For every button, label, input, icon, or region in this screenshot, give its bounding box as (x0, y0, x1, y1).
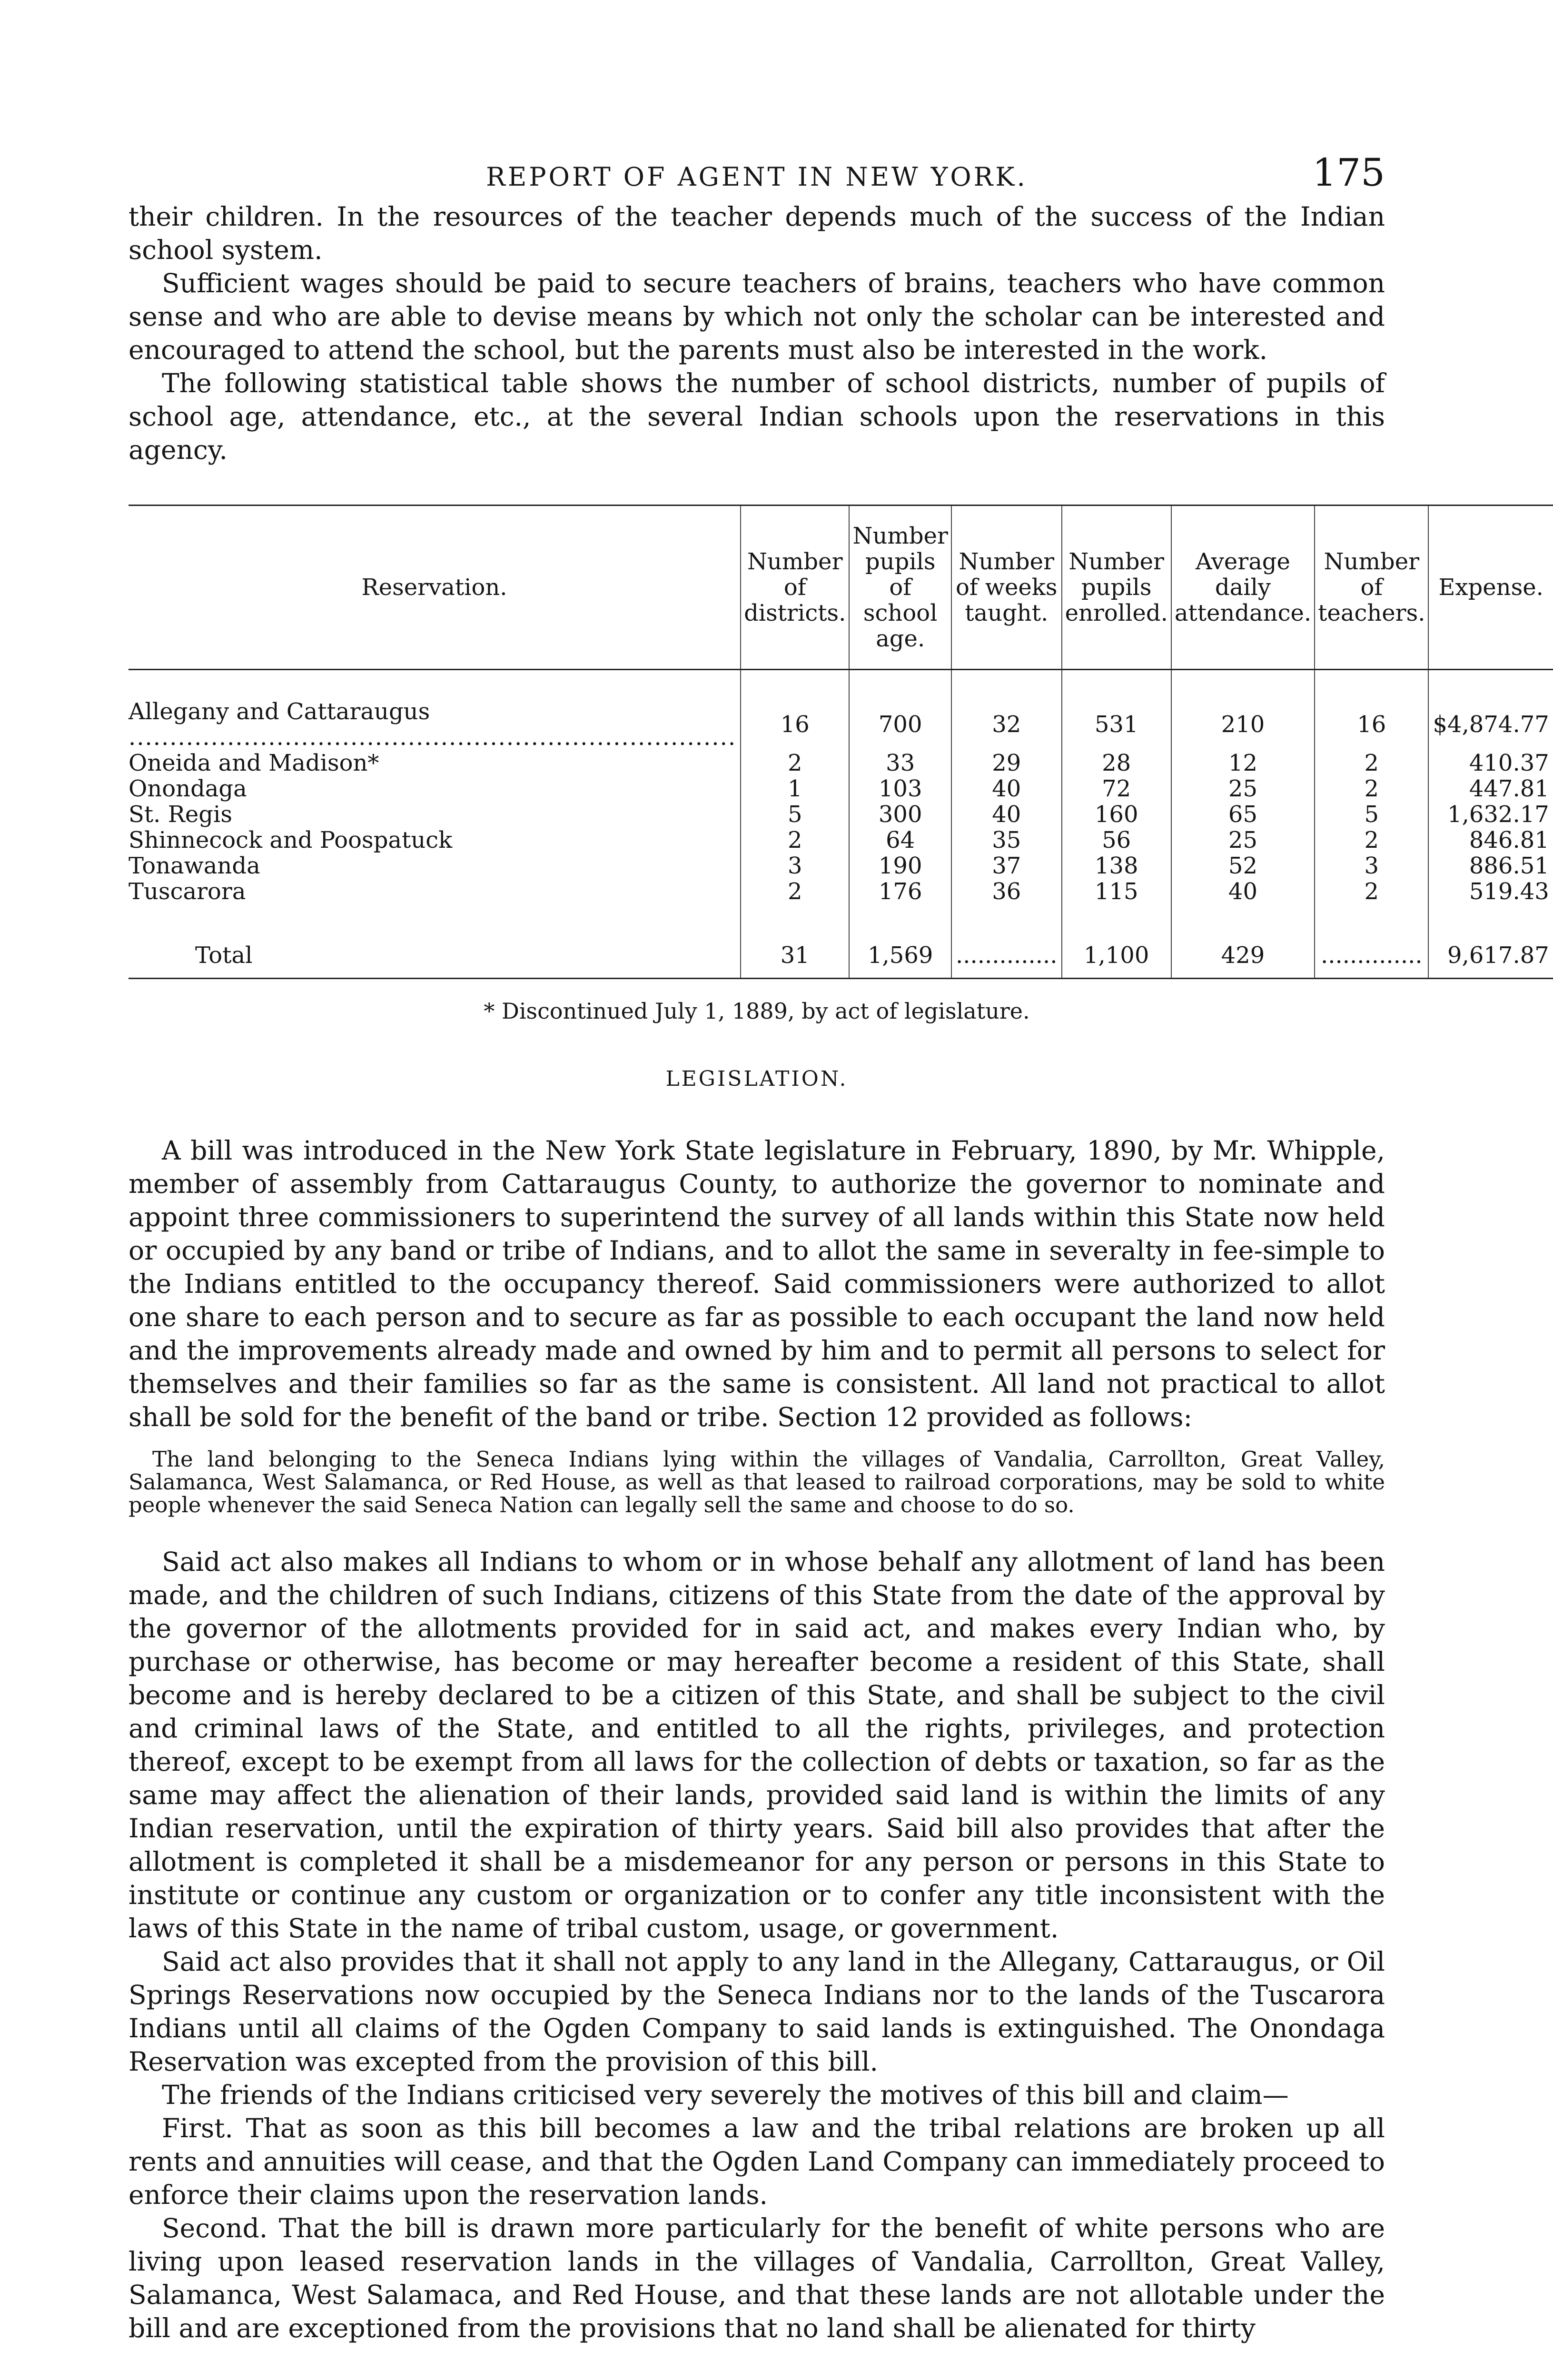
table-row (129, 879, 1553, 933)
reservation-cell (129, 853, 741, 879)
body-paragraph: Said act also makes all Indians to whom or in whose behalf any allotment of land has been made, and the children of such Indians, citizens of this State from the date of the approval by the governor of the allotments provided for in said act, and makes every Indian who, by purchase or otherwise, has become or may hereafter become a resident of this State, shall become and is hereby declared to be a citizen of this State, and shall be subject to the civil and criminal laws of the State, and entitled to all the rights, privileges, and protection thereof, except to be exempt from all laws for the collection of debts or taxation, so far as the same may affect the alienation of their lands, provided said land is within the limits of any Indian reservation, until the expiration of thirty years. Said bill also provides that after the allotment is completed it shall be a misdemeanor for any person or persons in this State to institute or continue any custom or organization or to confer any title inconsistent with the laws of this State in the name of tribal custom, usage, or government. (129, 1547, 1385, 1944)
table-cell: 210 (1171, 670, 1315, 751)
running-head (129, 143, 1385, 200)
table-cell: 410.37 (1428, 750, 1553, 776)
table-cell: 447.81 (1428, 776, 1553, 802)
body-paragraph: Said act also provides that it shall not apply to any land in the Allegany, Cattaraugus, or Oil Springs Reservations now occupied by the Seneca Indians nor to the lands of the Tuscarora Indians until all claims of the Ogden Company to said lands is extinguished. The Onondaga Reservation was excepted from the provision of this bill. (129, 1946, 1385, 2077)
total-label: Total (195, 942, 253, 969)
section-heading: LEGISLATION. (665, 1067, 848, 1091)
body-paragraph: The friends of the Indians criticised very severely the motives of this bill and claim— (162, 2080, 1289, 2110)
quoted-section: The land belonging to the Seneca Indians lying within the villages of Vandalia, Carrollton, Great Valley, Salamanca, West Salamanca, or Red House, as well as that leased to railroad corporations, may be sold to white people whenever the said Seneca Nation can legally sell the same and choose to do so. (129, 1447, 1385, 1517)
table-cell: 160 (1062, 802, 1171, 827)
legislation-paragraph: A bill was introduced in the New York State legislature in February, 1890, by Mr. Whipple, member of assembly from Cattaraugus County, to authorize the governor to nominate and appoint three commissioners to superintend the survey of all lands within this State now held or occupied by any band or tribe of Indians, and to allot the same in severalty in fee-simple to the Indians entitled to the occupancy thereof. Said commissioners were authorized to allot one share to each person and to secure as far as possible to each occupant the land now held and the improvements already made and owned by him and to permit all persons to select for themselves and their families so far as the same is consistent. All land not practical to allot shall be sold for the benefit of the band or tribe. Section 12 provided as follows: (129, 1135, 1385, 1432)
table-cell: 2 (1315, 879, 1428, 933)
table-cell: 1,632.17 (1428, 802, 1553, 827)
table-cell: 36 (951, 879, 1062, 933)
table-cell: 190 (849, 853, 951, 879)
table-cell: 31 (741, 933, 849, 979)
reservation-name: Tuscarora (129, 878, 246, 905)
statistics-table-wrapper (129, 505, 1549, 979)
table-cell: 29 (951, 750, 1062, 776)
table-cell: 176 (849, 879, 951, 933)
table-cell: 700 (849, 670, 951, 751)
statistics-table (129, 505, 1553, 979)
table-row (129, 853, 1553, 879)
column-header: Expense. (1428, 506, 1553, 670)
table-cell: 9,617.87 (1428, 933, 1553, 979)
table-cell: 56 (1062, 827, 1171, 853)
table-cell: 1,569 (849, 933, 951, 979)
table-cell: 519.43 (1428, 879, 1553, 933)
reservation-name: St. Regis (129, 801, 232, 828)
table-cell: 40 (951, 776, 1062, 802)
table-cell: 35 (951, 827, 1062, 853)
table-cell: 65 (1171, 802, 1315, 827)
table-cell: 64 (849, 827, 951, 853)
table-cell: 1 (741, 776, 849, 802)
table-row (129, 802, 1553, 827)
reservation-name: Onondaga (129, 775, 247, 802)
column-header: Average daily attendance. (1171, 506, 1315, 670)
reservation-name: Shinnecock and Poospatuck (129, 827, 453, 853)
body-paragraph: Second. That the bill is drawn more particularly for the benefit of white persons who are living upon leased reservation lands in the villages of Vandalia, Carrollton, Great Valley, Salamanca, West Salamaca, and Red House, and that these lands are not allotable under the bill and are exceptioned from the provisions that no land shall be alienated for thirty (129, 2213, 1385, 2343)
reservation-cell (129, 670, 741, 751)
reservation-name: Allegany and Cattaraugus (129, 698, 430, 725)
table-row (129, 750, 1553, 776)
table-cell: 300 (849, 802, 951, 827)
table-cell: 3 (1315, 853, 1428, 879)
table-total-row (129, 933, 1553, 979)
reservation-cell (129, 750, 741, 776)
table-cell: 531 (1062, 670, 1171, 751)
column-header: Number of weeks taught. (951, 506, 1062, 670)
table-cell: 5 (1315, 802, 1428, 827)
table-row (129, 776, 1553, 802)
table-cell: 3 (741, 853, 849, 879)
table-cell: 37 (951, 853, 1062, 879)
reservation-cell (129, 802, 741, 827)
table-cell: 12 (1171, 750, 1315, 776)
table-cell: 25 (1171, 827, 1315, 853)
table-cell: 40 (951, 802, 1062, 827)
table-cell: $4,874.77 (1428, 670, 1553, 751)
table-cell: 115 (1062, 879, 1171, 933)
table-header-row (129, 506, 1553, 670)
reservation-cell (129, 879, 741, 933)
reservation-name: Tonawanda (129, 853, 260, 879)
reservation-cell (129, 827, 741, 853)
table-cell: 32 (951, 670, 1062, 751)
table-cell: 25 (1171, 776, 1315, 802)
table-cell: 16 (741, 670, 849, 751)
column-header: Number pupils enrolled. (1062, 506, 1171, 670)
table-row (129, 670, 1553, 751)
intro-paragraph: Sufficient wages should be paid to secure teachers of brains, teachers who have common sense and who are able to devise means by which not only the scholar can be interested and encouraged to attend the school, but the parents must also be interested in the work. (129, 268, 1385, 365)
column-header: Number of teachers. (1315, 506, 1428, 670)
table-cell: 886.51 (1428, 853, 1553, 879)
table-cell: 1,100 (1062, 933, 1171, 979)
table-cell: 2 (1315, 776, 1428, 802)
table-cell: 2 (1315, 827, 1428, 853)
table-cell: 28 (1062, 750, 1171, 776)
body-paragraph: First. That as soon as this bill becomes a law and the tribal relations are broken up all rents and annuities will cease, and that the Ogden Land Company can immediately proceed to enforce their claims upon the reservation lands. (129, 2113, 1385, 2210)
column-header: Number of districts. (741, 506, 849, 670)
table-row (129, 827, 1553, 853)
page-number: 175 (1312, 150, 1385, 195)
table-cell: 52 (1171, 853, 1315, 879)
table-cell: 40 (1171, 879, 1315, 933)
table-cell: 2 (741, 879, 849, 933)
intro-paragraph: their children. In the resources of the teacher depends much of the success of the Indian school system. (129, 201, 1385, 265)
table-cell: 103 (849, 776, 951, 802)
running-title: REPORT OF AGENT IN NEW YORK. (486, 162, 1028, 192)
table-cell: 2 (741, 827, 849, 853)
total-label-cell (129, 933, 741, 979)
table-cell: 138 (1062, 853, 1171, 879)
table-cell: 846.81 (1428, 827, 1553, 853)
table-cell: .............. (951, 933, 1062, 979)
reservation-cell (129, 776, 741, 802)
table-cell: 2 (741, 750, 849, 776)
table-cell: .............. (1315, 933, 1428, 979)
reservation-name: Oneida and Madison* (129, 750, 379, 776)
table-cell: 5 (741, 802, 849, 827)
table-cell: 16 (1315, 670, 1428, 751)
table-footnote: * Discontinued July 1, 1889, by act of legislature. (484, 998, 1030, 1024)
intro-paragraph: The following statistical table shows the number of school districts, number of pupils of school age, attendance, etc., at the several Indian schools upon the reservations in this agency. (129, 368, 1385, 465)
column-header: Number pupils of school age. (849, 506, 951, 670)
table-cell: 2 (1315, 750, 1428, 776)
document-page (129, 143, 1549, 2345)
column-header: Reservation. (129, 506, 741, 670)
table-cell: 33 (849, 750, 951, 776)
table-cell: 72 (1062, 776, 1171, 802)
table-cell: 429 (1171, 933, 1315, 979)
